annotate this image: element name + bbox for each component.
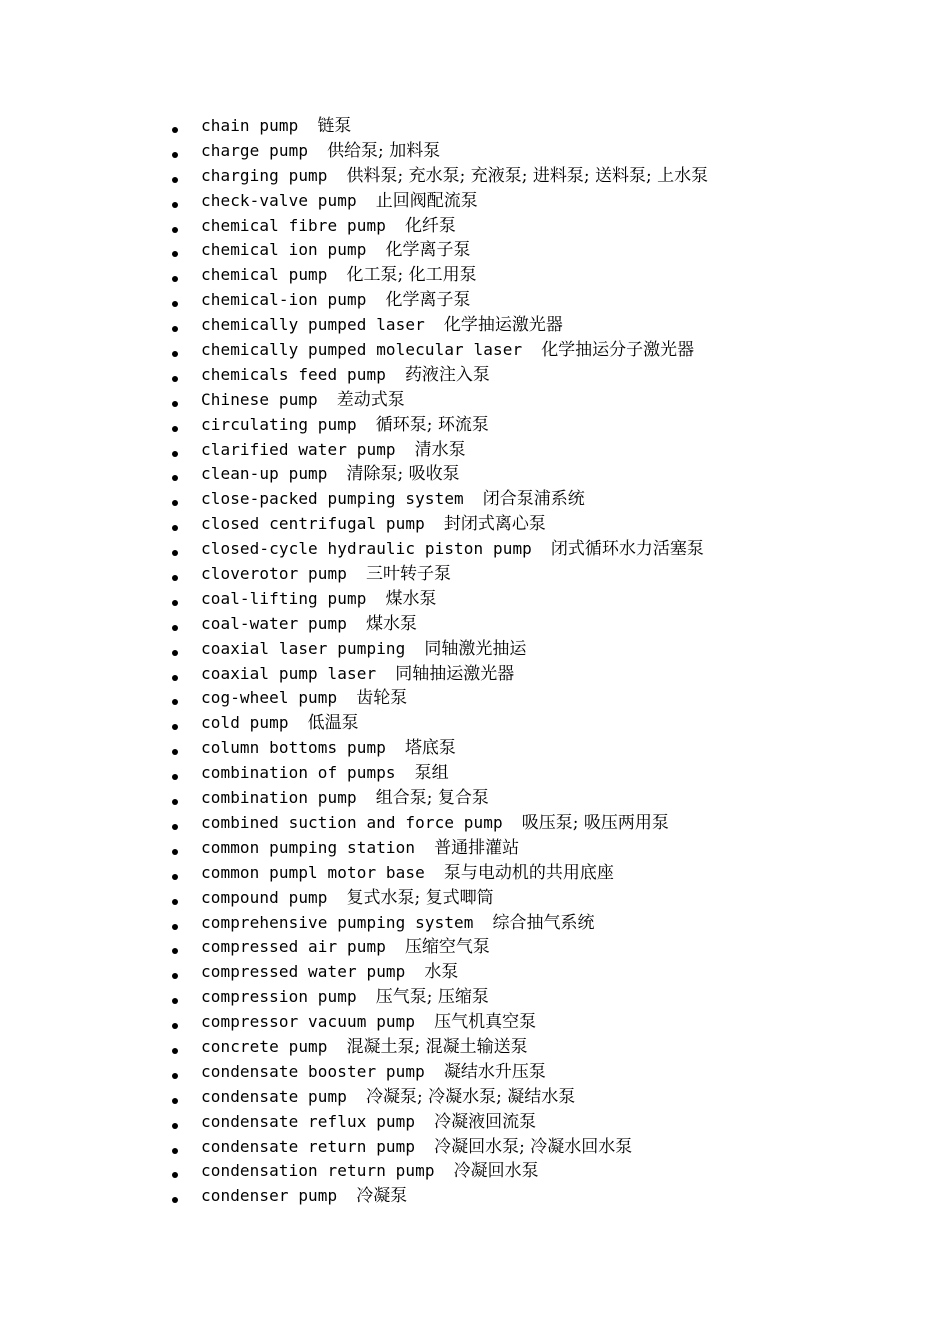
- list-item: [170, 1060, 910, 1085]
- chinese-translation: 供料泵; 充水泵; 充液泵; 进料泵; 送料泵; 上水泵: [346, 165, 709, 186]
- list-item: [170, 911, 910, 936]
- chinese-translation: 冷凝泵: [356, 1186, 408, 1207]
- english-term: comprehensive pumping system: [201, 912, 474, 932]
- chinese-translation: 闭式循环水力活塞泵: [550, 539, 704, 560]
- english-term: chain pump: [201, 116, 299, 135]
- chinese-translation: 化工泵; 化工用泵: [346, 265, 477, 286]
- chinese-translation: 链泵: [317, 116, 352, 136]
- english-term: condenser pump: [201, 1186, 338, 1206]
- chinese-translation: 煤水泵: [366, 613, 417, 634]
- chinese-translation: 塔底泵: [404, 738, 456, 759]
- list-item: [170, 114, 910, 139]
- bullet-icon: [172, 1172, 178, 1178]
- list-item: [170, 1159, 910, 1184]
- bullet-icon: [172, 948, 178, 954]
- bullet-icon: [172, 500, 178, 506]
- bullet-icon: [172, 351, 178, 357]
- chinese-translation: 封闭式离心泵: [443, 514, 546, 535]
- bullet-icon: [172, 650, 178, 656]
- bullet-icon: [172, 575, 178, 581]
- chinese-translation: 复式水泵; 复式唧筒: [346, 887, 494, 908]
- list-item: [170, 836, 910, 861]
- list-item: [170, 288, 910, 313]
- list-item: [170, 1110, 910, 1135]
- english-term: compressed water pump: [201, 962, 406, 982]
- bullet-icon: [172, 924, 178, 930]
- list-item: [170, 786, 910, 811]
- list-item: [170, 139, 910, 164]
- bullet-icon: [172, 1098, 178, 1104]
- bullet-icon: [172, 699, 178, 705]
- bullet-icon: [172, 1073, 178, 1079]
- bullet-icon: [172, 1023, 178, 1029]
- list-item: [170, 214, 910, 239]
- chinese-translation: 低温泵: [307, 713, 359, 734]
- bullet-icon: [172, 1048, 178, 1054]
- bullet-icon: [172, 899, 178, 905]
- english-term: coaxial laser pumping: [201, 638, 406, 658]
- chinese-translation: 差动式泵: [336, 389, 405, 410]
- list-item: [170, 562, 910, 587]
- bullet-icon: [172, 600, 178, 606]
- bullet-icon: [172, 749, 178, 755]
- english-term: chemical ion pump: [201, 240, 367, 260]
- chinese-translation: 组合泵; 复合泵: [375, 788, 489, 809]
- list-item: [170, 413, 910, 438]
- chinese-translation: 闭合泵浦系统: [482, 489, 585, 510]
- english-term: condensation return pump: [201, 1161, 435, 1181]
- bullet-icon: [172, 127, 178, 133]
- bullet-icon: [172, 326, 178, 332]
- bullet-icon: [172, 849, 178, 855]
- list-item: [170, 662, 910, 687]
- english-term: cog-wheel pump: [201, 688, 338, 708]
- chinese-translation: 化纤泵: [404, 215, 456, 236]
- list-item: [170, 637, 910, 662]
- list-item: [170, 811, 910, 836]
- list-item: [170, 861, 910, 886]
- bullet-icon: [172, 550, 178, 556]
- english-term: combined suction and force pump: [201, 812, 503, 832]
- english-term: coal-lifting pump: [201, 588, 367, 608]
- chinese-translation: 压缩空气泵: [404, 937, 490, 958]
- english-term: closed centrifugal pump: [201, 514, 425, 534]
- bullet-icon: [172, 1197, 178, 1203]
- chinese-translation: 同轴激光抽运: [424, 638, 527, 659]
- english-term: closed-cycle hydraulic piston pump: [201, 539, 532, 559]
- bullet-icon: [172, 251, 178, 257]
- list-item: [170, 189, 910, 214]
- chinese-translation: 同轴抽运激光器: [395, 663, 515, 684]
- bullet-icon: [172, 874, 178, 880]
- list-item: [170, 164, 910, 189]
- english-term: compression pump: [201, 987, 357, 1007]
- chinese-translation: 泵与电动机的共用底座: [443, 862, 614, 883]
- chinese-translation: 普通排灌站: [434, 837, 520, 858]
- list-item: [170, 338, 910, 363]
- list-item: [170, 438, 910, 463]
- pump-glossary-list: [170, 114, 910, 1209]
- list-item: [170, 363, 910, 388]
- english-term: chemicals feed pump: [201, 364, 386, 384]
- chinese-translation: 清水泵: [414, 439, 466, 460]
- bullet-icon: [172, 1148, 178, 1154]
- chinese-translation: 混凝土泵; 混凝土输送泵: [346, 1036, 528, 1057]
- chinese-translation: 清除泵; 吸收泵: [346, 464, 460, 485]
- english-term: common pumping station: [201, 837, 416, 857]
- bullet-icon: [172, 625, 178, 631]
- bullet-icon: [172, 998, 178, 1004]
- list-item: [170, 587, 910, 612]
- english-term: common pumpl motor base: [201, 862, 425, 882]
- english-term: charging pump: [201, 165, 328, 185]
- bullet-icon: [172, 152, 178, 158]
- list-item: [170, 1135, 910, 1160]
- chinese-translation: 供给泵; 加料泵: [327, 140, 441, 161]
- english-term: chemically pumped molecular laser: [201, 340, 523, 360]
- english-term: circulating pump: [201, 414, 357, 434]
- bullet-icon: [172, 475, 178, 481]
- list-item: [170, 935, 910, 960]
- bullet-icon: [172, 426, 178, 432]
- chinese-translation: 化学离子泵: [385, 290, 471, 311]
- bullet-icon: [172, 401, 178, 407]
- english-term: condensate reflux pump: [201, 1111, 416, 1131]
- bullet-icon: [172, 177, 178, 183]
- bullet-icon: [172, 1123, 178, 1129]
- english-term: column bottoms pump: [201, 738, 386, 758]
- chinese-translation: 化学抽运分子激光器: [541, 340, 695, 361]
- list-item: [170, 711, 910, 736]
- chinese-translation: 泵组: [414, 763, 449, 784]
- list-item: [170, 612, 910, 637]
- chinese-translation: 化学离子泵: [385, 240, 471, 261]
- english-term: concrete pump: [201, 1036, 328, 1056]
- chinese-translation: 冷凝回水泵; 冷凝水回水泵: [434, 1136, 633, 1157]
- list-item: [170, 238, 910, 263]
- chinese-translation: 水泵: [424, 962, 459, 983]
- chinese-translation: 吸压泵; 吸压两用泵: [521, 812, 669, 833]
- english-term: combination pump: [201, 788, 357, 808]
- bullet-icon: [172, 824, 178, 830]
- bullet-icon: [172, 525, 178, 531]
- english-term: clarified water pump: [201, 439, 396, 459]
- english-term: chemical pump: [201, 265, 328, 285]
- english-term: compressed air pump: [201, 937, 386, 957]
- list-item: [170, 736, 910, 761]
- english-term: close-packed pumping system: [201, 489, 464, 509]
- chinese-translation: 综合抽气系统: [492, 912, 595, 933]
- bullet-icon: [172, 276, 178, 282]
- bullet-icon: [172, 973, 178, 979]
- list-item: [170, 761, 910, 786]
- chinese-translation: 药液注入泵: [404, 364, 490, 385]
- list-item: [170, 985, 910, 1010]
- bullet-icon: [172, 301, 178, 307]
- english-term: compressor vacuum pump: [201, 1012, 416, 1032]
- english-term: clean-up pump: [201, 464, 328, 484]
- english-term: cold pump: [201, 713, 289, 733]
- chinese-translation: 凝结水升压泵: [443, 1061, 546, 1082]
- english-term: coal-water pump: [201, 613, 347, 633]
- bullet-icon: [172, 774, 178, 780]
- english-term: condensate pump: [201, 1086, 347, 1106]
- bullet-icon: [172, 451, 178, 457]
- chinese-translation: 冷凝回水泵: [453, 1161, 539, 1182]
- english-term: chemically pumped laser: [201, 315, 425, 335]
- english-term: check-valve pump: [201, 190, 357, 210]
- chinese-translation: 煤水泵: [385, 588, 437, 609]
- english-term: condensate return pump: [201, 1136, 416, 1156]
- english-term: chemical-ion pump: [201, 290, 367, 310]
- chinese-translation: 三叶转子泵: [366, 564, 451, 585]
- bullet-icon: [172, 724, 178, 730]
- bullet-icon: [172, 376, 178, 382]
- list-item: [170, 512, 910, 537]
- list-item: [170, 1184, 910, 1209]
- list-item: [170, 960, 910, 985]
- chinese-translation: 止回阀配流泵: [375, 190, 478, 211]
- chinese-translation: 冷凝泵; 冷凝水泵; 凝结水泵: [366, 1086, 576, 1107]
- list-item: [170, 1085, 910, 1110]
- list-item: [170, 487, 910, 512]
- list-item: [170, 686, 910, 711]
- english-term: charge pump: [201, 140, 309, 160]
- english-term: condensate booster pump: [201, 1061, 425, 1081]
- bullet-icon: [172, 202, 178, 208]
- chinese-translation: 冷凝液回流泵: [434, 1111, 537, 1132]
- chinese-translation: 齿轮泵: [356, 688, 408, 709]
- chinese-translation: 压气机真空泵: [434, 1012, 537, 1033]
- english-term: cloverotor pump: [201, 564, 347, 584]
- bullet-icon: [172, 227, 178, 233]
- chinese-translation: 循环泵; 环流泵: [375, 414, 489, 435]
- bullet-icon: [172, 675, 178, 681]
- list-item: [170, 388, 910, 413]
- english-term: chemical fibre pump: [201, 215, 386, 235]
- list-item: [170, 886, 910, 911]
- chinese-translation: 压气泵; 压缩泵: [375, 987, 489, 1008]
- english-term: coaxial pump laser: [201, 663, 377, 683]
- english-term: Chinese pump: [201, 389, 318, 409]
- english-term: compound pump: [201, 887, 328, 907]
- list-item: [170, 537, 910, 562]
- list-item: [170, 1010, 910, 1035]
- bullet-icon: [172, 799, 178, 805]
- list-item: [170, 462, 910, 487]
- list-item: [170, 1035, 910, 1060]
- list-item: [170, 313, 910, 338]
- chinese-translation: 化学抽运激光器: [443, 315, 563, 336]
- english-term: combination of pumps: [201, 763, 396, 783]
- list-item: [170, 263, 910, 288]
